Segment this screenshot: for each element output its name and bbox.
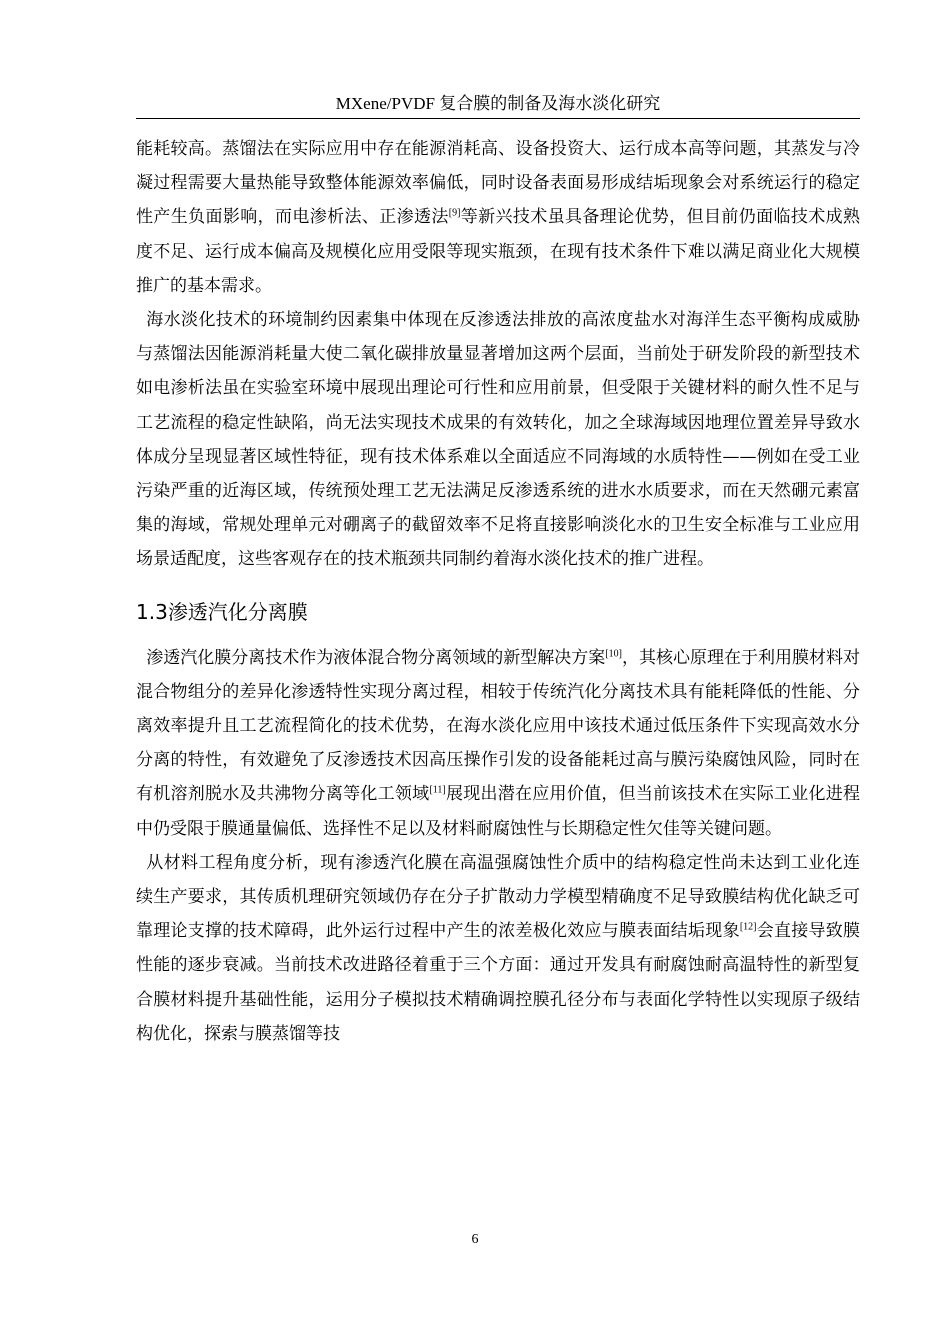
running-header: MXene/PVDF 复合膜的制备及海水淡化研究 — [335, 94, 661, 113]
paragraph-1-text: 能耗较高。蒸馏法在实际应用中存在能源消耗高、设备投资大、运行成本高等问题，其蒸发与冷凝过程需要大量热能导致整体能源效率偏低，同时设备表面易形成结垢现象会对系统运行的稳定性产生负面影响，而电渗析法、正渗透法 — [136, 139, 860, 228]
citation-11: [11] — [429, 784, 446, 796]
paragraph-3-text-b: ，其核心原理在于利用膜材料对混合物组分的差异化渗透特性实现分离过程，相较于传统汽化分离技术具有能耗降低的性能、分离效率提升且工艺流程简化的技术优势，在海水淡化应用中该技术通过低压条件下实现高效水分分离的特性，有效避免了反渗透技术因高压操作引发的设备能耗过高与膜污染腐蚀风险，同时在有机溶剂脱水及共沸物分离等化工领域 — [136, 647, 861, 805]
section-heading — [136, 595, 860, 629]
section-title: 渗透汽化分离膜 — [167, 599, 308, 624]
paragraph-2: 海水淡化技术的环境制约因素集中体现在反渗透法排放的高浓度盐水对海洋生态平衡构成威胁与蒸馏法因能源消耗量大使二氧化碳排放量显著增加这两个层面，当前处于研发阶段的新型技术如电渗析法虽在实验室环境中展现出理论可行性和应用前景，但受限于关键材料的耐久性不足与工艺流程的稳定性缺陷，尚无法实现技术成果的有效转化，加之全球海域因地理位置差异导致水体成分呈现显著区域性特征，现有技术体系难以全面适应不同海域的水质特性——例如在受工业污染严重的近海区域，传统预处理工艺无法满足反渗透系统的进水水质要求，而在天然硼元素富集的海域，常规处理单元对硼离子的截留效率不足将直接影响淡化水的卫生安全标准与工业应用场景适配度，这些客观存在的技术瓶颈共同制约着海水淡化技术的推广进程。 — [136, 310, 860, 570]
paragraph-4-text-a: 从材料工程角度分析，现有渗透汽化膜在高温强腐蚀性介质中的结构稳定性尚未达到工业化连续生产要求，其传质机理研究领域仍存在分子扩散动力学模型精确度不足导致膜结构优化缺乏可靠理论支撑的技术障碍，此外运行过程中产生的浓差极化效应与膜表面结垢现象 — [136, 852, 860, 942]
paragraph-3-text-a: 渗透汽化膜分离技术作为液体混合物分离领域的新型解决方案 — [146, 647, 606, 668]
citation-12: [12] — [739, 921, 757, 933]
paragraph-3-text-c: 展现出潜在应用价值，但当前该技术在实际工业化进程中仍受限于膜通量偏低、选择性不足以及材料耐腐蚀性与长期稳定性欠佳等关键问题。 — [136, 784, 860, 839]
paragraph-3 — [136, 641, 860, 846]
paragraph-1-tail: 等新兴技术虽具备理论优势，但目前仍面临技术成熟度不足、运行成本偏高及规模化应用受限等现实瓶颈，在现有技术条件下难以满足商业化大规模推广的基本需求。 — [136, 207, 861, 296]
paragraph-4-text-b: 会直接导致膜性能的逐步衰减。当前技术改进路径着重于三个方面：通过开发具有耐腐蚀耐高温特性的新型复合膜材料提升基础性能，运用分子模拟技术精确调控膜孔径分布与表面化学特性以实现原子级结构优化，探索与膜蒸馏等技 — [136, 921, 861, 1044]
paragraph-1 — [136, 132, 860, 303]
body-text — [136, 132, 860, 1051]
page-number: 6 — [471, 1232, 479, 1247]
header-rule — [136, 118, 860, 119]
citation-10: [10] — [605, 647, 622, 659]
citation-9: [9] — [448, 207, 461, 219]
section-number: 1.3 — [136, 599, 168, 624]
paragraph-4 — [136, 846, 860, 1051]
